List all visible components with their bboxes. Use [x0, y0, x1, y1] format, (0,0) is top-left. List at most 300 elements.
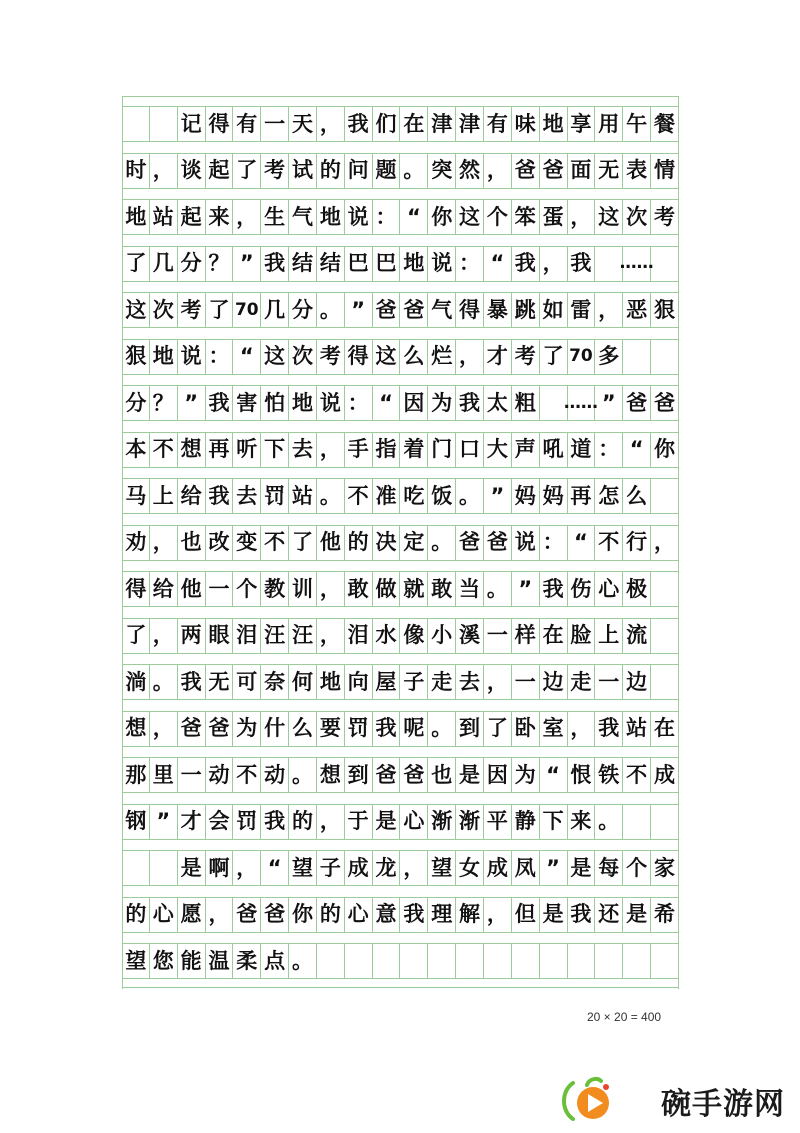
grid-cell: ：: [595, 432, 623, 468]
grid-cell: 奈: [261, 664, 289, 700]
grid-cell: 屋: [373, 664, 401, 700]
grid-cell: 雷: [568, 292, 596, 328]
grid-cell: 说: [512, 525, 540, 561]
grid-cell: 还: [595, 897, 623, 933]
grid-cell: 上: [150, 478, 178, 514]
grid-cell: 吼: [540, 432, 568, 468]
grid-cell: 淌: [122, 664, 150, 700]
grid-cell: 妈: [512, 478, 540, 514]
grid-row: [122, 525, 679, 561]
grid-cell: ，: [484, 153, 512, 189]
grid-row-gap: [122, 654, 679, 664]
grid-cell: 钢: [122, 804, 150, 840]
grid-cell: 到: [456, 711, 484, 747]
grid-cell: 我: [512, 246, 540, 282]
grid-cell: 不: [345, 478, 373, 514]
grid-cell: 成: [345, 850, 373, 886]
grid-cell: 着: [400, 432, 428, 468]
grid-cell: 地: [317, 664, 345, 700]
site-logo-text: 碗手游网: [661, 1087, 785, 1122]
grid-cell: 本: [122, 432, 150, 468]
grid-cell: 考: [261, 153, 289, 189]
grid-cell: 。: [317, 292, 345, 328]
grid-row-gap: [122, 747, 679, 757]
grid-cell: 这: [261, 339, 289, 375]
grid-row-gap: [122, 421, 679, 431]
grid-cell: 凤: [512, 850, 540, 886]
grid-cell: 像: [400, 618, 428, 654]
grid-cell: 分: [289, 292, 317, 328]
grid-cell: 渐: [428, 804, 456, 840]
grid-cell: 跳: [512, 292, 540, 328]
grid-cell: 说: [317, 385, 345, 421]
grid-cell: 的: [345, 525, 373, 561]
grid-cell: 爸: [178, 711, 206, 747]
grid-cell: ”: [345, 292, 373, 328]
grid-row-gap: [122, 793, 679, 803]
grid-cell: 试: [289, 153, 317, 189]
grid-cell: 饭: [428, 478, 456, 514]
grid-cell: [623, 804, 651, 840]
grid-cell: 分: [122, 385, 150, 421]
grid-cell: 。: [595, 804, 623, 840]
grid-cell: 津: [456, 106, 484, 142]
grid-cell: 溪: [456, 618, 484, 654]
grid-cell: 理: [428, 897, 456, 933]
grid-cell: ，: [540, 246, 568, 282]
grid-cell: 去: [233, 478, 261, 514]
grid-cell: [568, 943, 596, 979]
grid-cell: 边: [623, 664, 651, 700]
grid-cell: 他: [178, 571, 206, 607]
grid-cell: 次: [289, 339, 317, 375]
grid-cell: ，: [150, 525, 178, 561]
grid-row: [122, 478, 679, 514]
grid-cell: 极: [623, 571, 651, 607]
grid-cell: ：: [373, 199, 401, 235]
grid-cell: 70: [233, 292, 261, 328]
grid-cell: 因: [400, 385, 428, 421]
grid-cell: ，: [400, 850, 428, 886]
grid-cell: 一: [595, 664, 623, 700]
grid-cell: 站: [623, 711, 651, 747]
grid-cell: 蛋: [540, 199, 568, 235]
grid-cell: [651, 943, 679, 979]
grid-cell: 望: [428, 850, 456, 886]
grid-row: [122, 153, 679, 189]
grid-cell: 是: [568, 850, 596, 886]
grid-cell: 一: [512, 664, 540, 700]
grid-cell: 的: [289, 804, 317, 840]
grid-cell: “: [373, 385, 401, 421]
grid-cell: 我: [373, 711, 401, 747]
grid-cell: ：: [345, 385, 373, 421]
grid-cell: ”: [512, 571, 540, 607]
grid-cell: 这: [373, 339, 401, 375]
grid-cell: 心: [150, 897, 178, 933]
grid-cell: 铁: [595, 757, 623, 793]
grid-cell: 敢: [345, 571, 373, 607]
grid-cell: 变: [233, 525, 261, 561]
grid-row-gap: [122, 142, 679, 152]
grid-cell: 来: [206, 199, 234, 235]
grid-cell: 爸: [484, 525, 512, 561]
grid-cell: 。: [428, 711, 456, 747]
grid-cell: 在: [540, 618, 568, 654]
grid-cell: 他: [317, 525, 345, 561]
grid-cell: 为: [512, 757, 540, 793]
grid-cell: 爸: [400, 292, 428, 328]
grid-cell: [484, 943, 512, 979]
grid-cell: 用: [595, 106, 623, 142]
grid-cell: 子: [400, 664, 428, 700]
grid-cell: 训: [289, 571, 317, 607]
grid-cell: 愿: [178, 897, 206, 933]
grid-cell: ，: [595, 292, 623, 328]
grid-cell: 地: [289, 385, 317, 421]
grid-cell: [122, 106, 150, 142]
grid-cell: 爸: [651, 385, 679, 421]
grid-cell: 脸: [568, 618, 596, 654]
grid-cell: 罚: [233, 804, 261, 840]
grid-cell: 站: [289, 478, 317, 514]
grid-cell: ，: [317, 571, 345, 607]
grid-cell: 平: [484, 804, 512, 840]
grid-cell: 汪: [289, 618, 317, 654]
grid-cell: [595, 943, 623, 979]
grid-cell: 解: [456, 897, 484, 933]
grid-cell: 爸: [233, 897, 261, 933]
grid-cell: 做: [373, 571, 401, 607]
grid-cell: 是: [540, 897, 568, 933]
grid-cell: 敢: [428, 571, 456, 607]
grid-cell: 了: [540, 339, 568, 375]
grid-row-gap: [122, 235, 679, 245]
grid-row-gap: [122, 375, 679, 385]
grid-cell: 一: [206, 571, 234, 607]
grid-cell: 有: [233, 106, 261, 142]
grid-cell: ”: [233, 246, 261, 282]
grid-cell: 会: [206, 804, 234, 840]
grid-cell: 走: [568, 664, 596, 700]
grid-cell: 罚: [345, 711, 373, 747]
grid-row-gap: [122, 96, 679, 106]
grid-cell: 的: [122, 897, 150, 933]
grid-cell: 我: [206, 478, 234, 514]
grid-row-gap: [122, 514, 679, 524]
grid-cell: ……: [623, 246, 651, 282]
grid-cell: ，: [206, 897, 234, 933]
grid-row: [122, 385, 679, 421]
grid-cell: 狠: [122, 339, 150, 375]
grid-cell: 这: [456, 199, 484, 235]
grid-cell: 你: [289, 897, 317, 933]
grid-cell: 动: [206, 757, 234, 793]
grid-cell: 向: [345, 664, 373, 700]
grid-cell: 爸: [400, 757, 428, 793]
grid-cell: 妈: [540, 478, 568, 514]
grid-cell: 不: [261, 525, 289, 561]
grid-cell: 罚: [261, 478, 289, 514]
grid-cell: ，: [317, 804, 345, 840]
grid-row-gap: [122, 561, 679, 571]
grid-cell: 么: [289, 711, 317, 747]
grid-cell: 不: [233, 757, 261, 793]
grid-cell: 个: [233, 571, 261, 607]
grid-cell: 考: [512, 339, 540, 375]
grid-cell: 才: [178, 804, 206, 840]
grid-cell: 。: [400, 153, 428, 189]
grid-row: [122, 571, 679, 607]
grid-cell: 下: [540, 804, 568, 840]
grid-row: [122, 199, 679, 235]
grid-cell: 给: [178, 478, 206, 514]
grid-cell: 巴: [373, 246, 401, 282]
grid-cell: ，: [317, 618, 345, 654]
grid-cell: 结: [317, 246, 345, 282]
grid-cell: 再: [206, 432, 234, 468]
grid-cell: 津: [428, 106, 456, 142]
grid-cell: 享: [568, 106, 596, 142]
grid-cell: 你: [428, 199, 456, 235]
grid-cell: 成: [484, 850, 512, 886]
grid-cell: 次: [150, 292, 178, 328]
grid-cell: 无: [206, 664, 234, 700]
grid-cell: 来: [568, 804, 596, 840]
grid-cell: 子: [317, 850, 345, 886]
grid-cell: [512, 943, 540, 979]
grid-cell: ……: [568, 385, 596, 421]
grid-cell: [623, 339, 651, 375]
grid-cell: 我: [400, 897, 428, 933]
grid-cell: 午: [623, 106, 651, 142]
grid-cell: 何: [289, 664, 317, 700]
grid-cell: 泪: [345, 618, 373, 654]
grid-row-gap: [122, 189, 679, 199]
grid-cell: ”: [150, 804, 178, 840]
grid-cell: 是: [373, 804, 401, 840]
grid-cell: 吃: [400, 478, 428, 514]
grid-cell: “: [261, 850, 289, 886]
grid-cell: 地: [150, 339, 178, 375]
grid-row: [122, 339, 679, 375]
site-logo[interactable]: [553, 1073, 788, 1129]
grid-cell: [150, 106, 178, 142]
grid-row: [122, 943, 679, 979]
grid-cell: 情: [651, 153, 679, 189]
grid-cell: ，: [317, 432, 345, 468]
grid-cell: 我: [206, 385, 234, 421]
grid-cell: 的: [317, 897, 345, 933]
grid-cell: 太: [484, 385, 512, 421]
grid-cell: [651, 571, 679, 607]
grid-cell: 小: [428, 618, 456, 654]
grid-cell: 天: [289, 106, 317, 142]
grid-cell: 是: [623, 897, 651, 933]
grid-cell: 笨: [512, 199, 540, 235]
grid-cell: 狠: [651, 292, 679, 328]
grid-cell: [400, 943, 428, 979]
grid-cell: 也: [178, 525, 206, 561]
grid-cell: 那: [122, 757, 150, 793]
grid-cell: 眼: [206, 618, 234, 654]
grid-cell: ，: [233, 199, 261, 235]
grid-cell: ：: [206, 339, 234, 375]
grid-cell: 。: [456, 478, 484, 514]
grid-cell: 道: [568, 432, 596, 468]
grid-cell: 暴: [484, 292, 512, 328]
grid-cell: 希: [651, 897, 679, 933]
grid-cell: 也: [428, 757, 456, 793]
grid-cell: ，: [150, 618, 178, 654]
grid-cell: 走: [428, 664, 456, 700]
grid-cell: ，: [568, 199, 596, 235]
grid-cell: 分: [178, 246, 206, 282]
grid-cell: [651, 804, 679, 840]
grid-row: [122, 757, 679, 793]
grid-cell: 劝: [122, 525, 150, 561]
grid-cell: 怕: [261, 385, 289, 421]
grid-cell: 表: [623, 153, 651, 189]
grid-cell: 改: [206, 525, 234, 561]
grid-row: [122, 618, 679, 654]
grid-cell: ？: [150, 385, 178, 421]
grid-cell: 望: [289, 850, 317, 886]
grid-row-gap: [122, 328, 679, 338]
grid-cell: 马: [122, 478, 150, 514]
grid-cell: [456, 943, 484, 979]
grid-cell: 的: [317, 153, 345, 189]
grid-cell: 两: [178, 618, 206, 654]
grid-cell: 地: [122, 199, 150, 235]
grid-cell: 爸: [456, 525, 484, 561]
grid-cell: 柔: [233, 943, 261, 979]
grid-cell: 但: [512, 897, 540, 933]
grid-cell: 去: [456, 664, 484, 700]
grid-cell: 能: [178, 943, 206, 979]
grid-cell: 如: [540, 292, 568, 328]
grid-cell: ，: [651, 525, 679, 561]
grid-cell: 点: [261, 943, 289, 979]
grid-cell: 得: [345, 339, 373, 375]
grid-cell: 在: [400, 106, 428, 142]
grid-cell: [623, 943, 651, 979]
grid-row: [122, 711, 679, 747]
grid-cell: 每: [595, 850, 623, 886]
grid-cell: 才: [484, 339, 512, 375]
grid-cell: “: [484, 246, 512, 282]
grid-cell: 想: [317, 757, 345, 793]
grid-cell: 得: [206, 106, 234, 142]
grid-cell: 无: [595, 153, 623, 189]
grid-cell: 爸: [623, 385, 651, 421]
grid-cell: 。: [428, 525, 456, 561]
grid-cell: 们: [373, 106, 401, 142]
grid-cell: [651, 618, 679, 654]
grid-cell: [345, 943, 373, 979]
grid-cell: 烂: [428, 339, 456, 375]
grid-cell: 考: [317, 339, 345, 375]
grid-row: [122, 292, 679, 328]
grid-cell: 听: [233, 432, 261, 468]
grid-cell: 突: [428, 153, 456, 189]
grid-cell: 家: [651, 850, 679, 886]
grid-row-gap: [122, 886, 679, 896]
grid-cell: [651, 478, 679, 514]
grid-cell: 大: [484, 432, 512, 468]
grid-cell: ”: [540, 850, 568, 886]
grid-cell: 泪: [233, 618, 261, 654]
grid-cell: 结: [289, 246, 317, 282]
grid-cell: 了: [122, 246, 150, 282]
grid-cell: 你: [651, 432, 679, 468]
grid-row-gap: [122, 840, 679, 850]
grid-cell: 爸: [512, 153, 540, 189]
grid-cell: 。: [484, 571, 512, 607]
grid-cell: 于: [345, 804, 373, 840]
grid-cell: 考: [178, 292, 206, 328]
grid-cell: 我: [595, 711, 623, 747]
grid-cell: ，: [150, 711, 178, 747]
grid-cell: 定: [400, 525, 428, 561]
grid-cell: 得: [456, 292, 484, 328]
grid-cell: 味: [512, 106, 540, 142]
grid-cell: 多: [595, 339, 623, 375]
grid-cell: 起: [206, 153, 234, 189]
grid-cell: 我: [345, 106, 373, 142]
grid-cell: 不: [150, 432, 178, 468]
grid-cell: 爸: [373, 757, 401, 793]
grid-cell: 我: [456, 385, 484, 421]
grid-cell: [317, 943, 345, 979]
grid-cell: 啊: [206, 850, 234, 886]
grid-cell: 考: [651, 199, 679, 235]
grid-cell: 可: [233, 664, 261, 700]
grid-cell: ”: [595, 385, 623, 421]
grid-cell: 有: [484, 106, 512, 142]
grid-cell: “: [623, 432, 651, 468]
grid-cell: ”: [178, 385, 206, 421]
grid-cell: 什: [261, 711, 289, 747]
grid-cell: 要: [317, 711, 345, 747]
grid-cell: 得: [122, 571, 150, 607]
grid-cell: 站: [150, 199, 178, 235]
grid-cell: 这: [122, 292, 150, 328]
grid-cell: 粗: [512, 385, 540, 421]
grid-cell: 心: [400, 804, 428, 840]
grid-cell: 。: [289, 943, 317, 979]
grid-cell: 给: [150, 571, 178, 607]
grid-cell: 个: [484, 199, 512, 235]
grid-cell: 门: [428, 432, 456, 468]
grid-cell: 这: [595, 199, 623, 235]
grid-cell: 决: [373, 525, 401, 561]
grid-row-gap: [122, 282, 679, 292]
grid-cell: [651, 339, 679, 375]
grid-cell: [428, 943, 456, 979]
grid-cell: 卧: [512, 711, 540, 747]
grid-row: [122, 897, 679, 933]
grid-cell: 流: [623, 618, 651, 654]
grid-cell: 为: [233, 711, 261, 747]
grid-cell: ，: [233, 850, 261, 886]
grid-cell: 呢: [400, 711, 428, 747]
grid-cell: 地: [540, 106, 568, 142]
grid-cell: 么: [400, 339, 428, 375]
grid-cell: 样: [512, 618, 540, 654]
grid-cell: 我: [261, 246, 289, 282]
grid-cell: 手: [345, 432, 373, 468]
